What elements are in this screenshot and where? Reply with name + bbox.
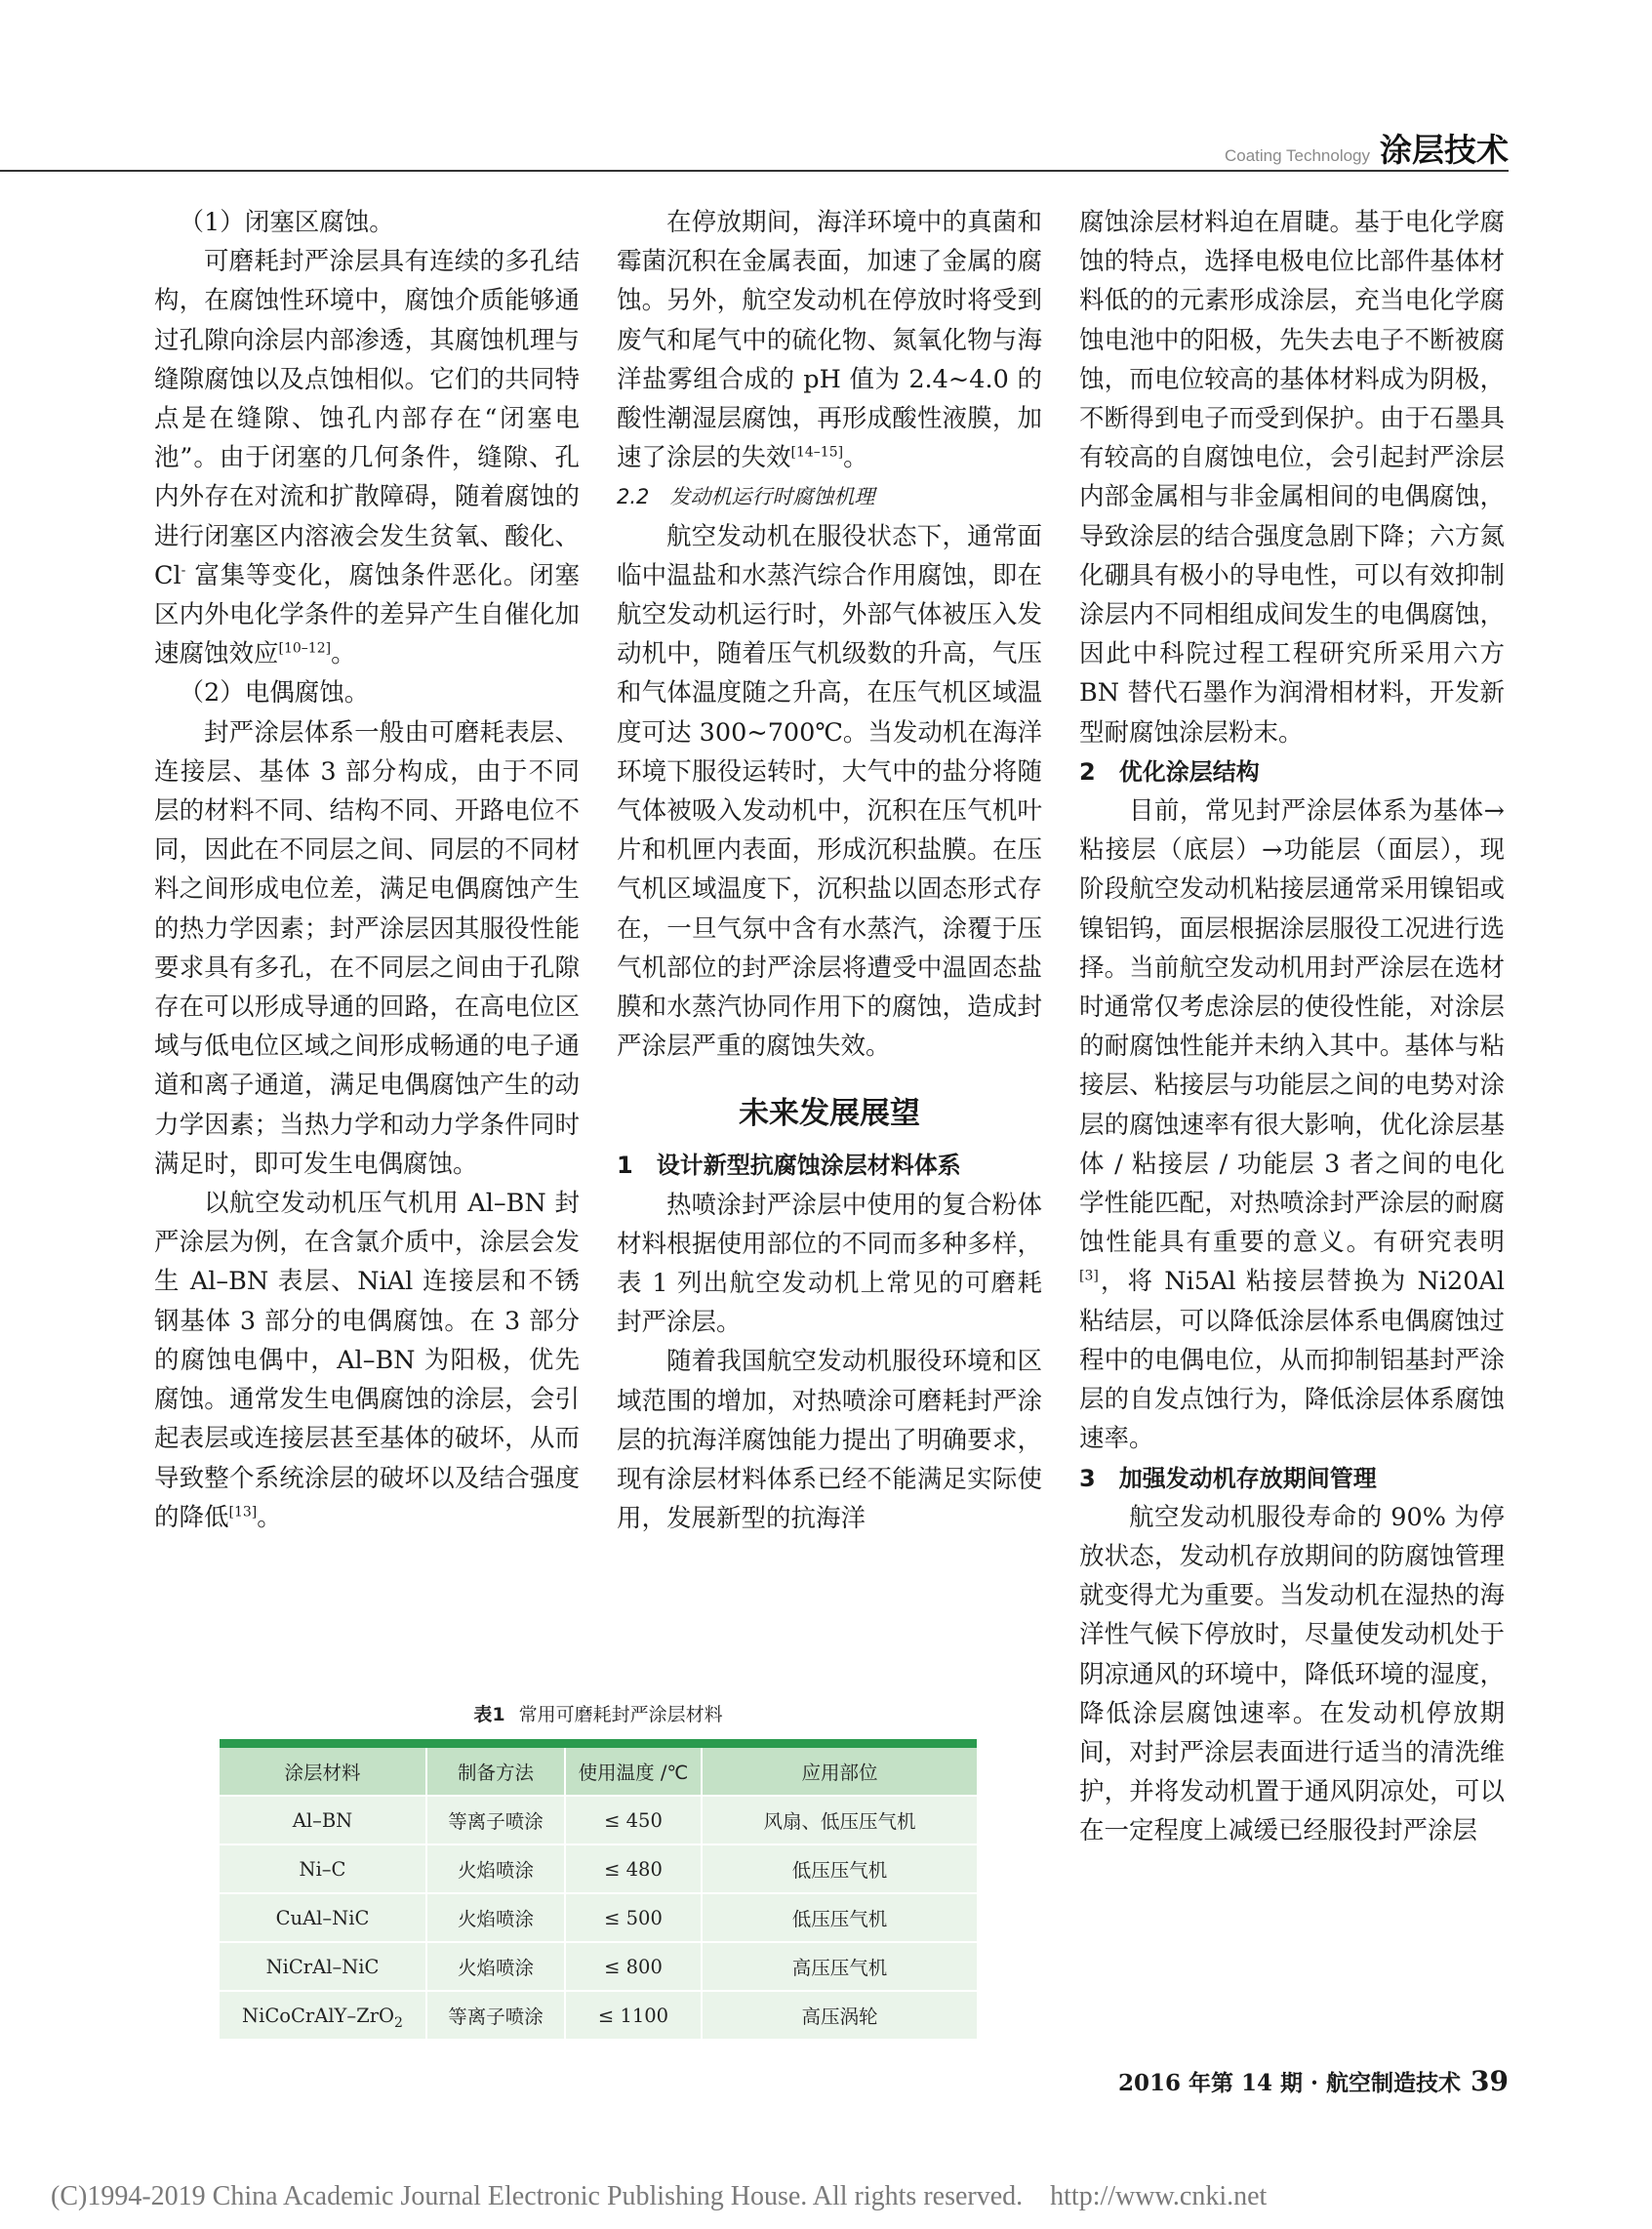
citation[interactable]: [14–15] xyxy=(790,444,844,461)
section-heading: 未来发展展望 xyxy=(739,1096,920,1132)
cell-temperature: ≤ 1100 xyxy=(565,1991,702,2039)
cell-part: 高压压气机 xyxy=(791,1957,888,1979)
column-header: 应用部位 xyxy=(702,1744,977,1797)
table-title: 常用可磨耗封严涂层材料 xyxy=(518,1704,723,1725)
paragraph: 可磨耗封严涂层具有连续的多孔结构，在腐蚀性环境中，腐蚀介质能够通过孔隙向涂层内部渗透，其腐蚀机理与缝隙腐蚀以及点蚀相似。它们的共同特点是在缝隙、蚀孔内部存在“闭塞电池”。由于闭塞的几何条件，缝隙、孔内外存在对流和扩散障碍，随着腐蚀的进行闭塞区内溶液会发生贫氧、酸化、Cl- 富集等变化，腐蚀条件恶化。闭塞区内外电化学条件的差异产生自催化加速腐蚀效应[10–12]。 xyxy=(154,247,580,669)
paragraph: 航空发动机服役寿命的 90% 为停放状态，发动机存放期间的防腐蚀管理就变得尤为重要。当发动机在湿热的海洋性气候下停放时，尽量使发动机处于阴凉通风的环境中，降低环境的湿度，降低涂层腐蚀速率。在发动机停放期间，对封严涂层表面进行适当的清洗维护，并将发动机置于通风阴凉处，可以在一定程度上减缓已经服役封严涂层 xyxy=(1079,1502,1505,1846)
paragraph: 目前，常见封严涂层体系为基体→粘接层（底层）→功能层（面层），现阶段航空发动机粘接层通常采用镍铝或镍铝钨，面层根据涂层服役工况进行选择。当前航空发动机用封严涂层在选材时通常仅考虑涂层的使役性能，对涂层的耐腐蚀性能并未纳入其中。基体与粘接层、粘接层与功能层之间的电势对涂层的腐蚀速率有很大影响，优化涂层基体 / 粘接层 / 功能层 3 者之间的电化学性能匹配，对热喷涂封严涂层的耐腐蚀性能具有重要的意义。有研究表明[3]，将 Ni5Al 粘接层替换为 Ni20Al 粘结层，可以降低涂层体系电偶腐蚀过程中的电偶电位，从而抑制铝基封严涂层的自发点蚀行为，降低涂层体系腐蚀速率。 xyxy=(1079,796,1505,1454)
cell-method: 火焰喷涂 xyxy=(426,1893,565,1942)
paragraph: 腐蚀涂层材料迫在眉睫。基于电化学腐蚀的特点，选择电极电位比部件基体材料低的的元素形成涂层，充当电化学腐蚀电池中的阳极，先失去电子不断被腐蚀，而电位较高的基体材料成为阴极，不断得到电子而受到保护。由于石墨具有较高的自腐蚀电位，会引起封严涂层内部金属相与非金属相间的电偶腐蚀，导致涂层的结合强度急剧下降；六方氮化硼具有极小的导电性，可以有效抑制涂层内不同相组成间发生的电偶腐蚀，因此中科院过程工程研究所采用六方 BN 替代石墨作为润滑相材料，开发新型耐腐蚀涂层粉末。 xyxy=(1079,208,1505,748)
cell-method: 火焰喷涂 xyxy=(426,1844,565,1893)
heading-galvanic-corrosion: （2）电偶腐蚀。 xyxy=(179,678,370,709)
copyright-notice: (C)1994-2019 China Academic Journal Electronic Publishing House. All rights reserved. http://www.cnki.net xyxy=(51,2181,1268,2211)
table-row xyxy=(220,1942,977,1991)
cell-part: 低压压气机 xyxy=(791,1908,888,1930)
subsection-heading: 1 设计新型抗腐蚀涂层材料体系 xyxy=(617,1152,961,1180)
cell-method: 火焰喷涂 xyxy=(426,1942,565,1991)
cell-method: 等离子喷涂 xyxy=(426,1796,565,1844)
page-number: 39 xyxy=(1471,2065,1509,2097)
subsection-heading: 2 优化涂层结构 xyxy=(1079,757,1260,786)
cell-part: 风扇、低压压气机 xyxy=(763,1810,916,1833)
paragraph: 随着我国航空发动机服役环境和区域范围的增加，对热喷涂可磨耗封严涂层的抗海洋腐蚀能力提出了明确要求，现有涂层材料体系已经不能满足实际使用，发展新型的抗海洋 xyxy=(617,1347,1042,1534)
heading-occluded-corrosion: （1）闭塞区腐蚀。 xyxy=(179,208,394,237)
cell-method: 等离子喷涂 xyxy=(426,1991,565,2039)
column-header: 涂层材料 xyxy=(220,1744,426,1797)
page-footer xyxy=(976,2065,1509,2097)
column-header: 制备方法 xyxy=(426,1744,565,1797)
table-header-row xyxy=(220,1744,977,1797)
cell-temperature: ≤ 450 xyxy=(565,1796,702,1844)
cell-part: 低压压气机 xyxy=(791,1859,888,1882)
cell-temperature: ≤ 800 xyxy=(565,1942,702,1991)
paragraph: 以航空发动机压气机用 Al–BN 封严涂层为例，在含氯介质中，涂层会发生 Al–BN 表层、NiAl 连接层和不锈钢基体 3 部分的电偶腐蚀。在 3 部分的腐蚀电偶中，Al–BN 为阳极，优先腐蚀。通常发生电偶腐蚀的涂层，会引起表层或连接层甚至基体的破坏，从而导致整个系统涂层的破坏以及结合强度的降低[13]。 xyxy=(154,1189,580,1532)
table-row xyxy=(220,1796,977,1844)
header-english: Coating Technology xyxy=(1224,146,1370,165)
journal-issue: 2016 年第 14 期 · 航空制造技术 xyxy=(1117,2070,1462,2096)
citation[interactable]: [10–12] xyxy=(278,640,332,657)
subsection-heading: 3 加强发动机存放期间管理 xyxy=(1079,1464,1377,1492)
paragraph: 航空发动机在服役状态下，通常面临中温盐和水蒸汽综合作用腐蚀，即在航空发动机运行时，外部气体被压入发动机中，随着压气机级数的升高，气压和气体温度随之升高，在压气机区域温度可达 300~700℃。当发动机在海洋环境下服役运转时，大气中的盐分将随气体被吸入发动机中，沉积在压气机叶片和机匣内表面，形成沉积盐膜。在压气机区域温度下，沉积盐以固态形式存在，一旦气氛中含有水蒸汽，涂覆于压气机部位的封严涂层将遭受中温固态盐膜和水蒸汽协同作用下的腐蚀，造成封严涂层严重的腐蚀失效。 xyxy=(617,521,1042,1062)
header-chinese: 涂层技术 xyxy=(1380,131,1509,169)
cell-material: CuAl–NiC xyxy=(220,1893,426,1942)
cell-material: Ni–C xyxy=(220,1844,426,1893)
table-row xyxy=(220,1991,977,2039)
subsection-heading: 2.2 发动机运行时腐蚀机理 xyxy=(617,485,875,509)
materials-table xyxy=(220,1739,977,2039)
cell-temperature: ≤ 500 xyxy=(565,1893,702,1942)
cell-material: NiCoCrAlY–ZrO$_2$ xyxy=(220,1991,426,2039)
cell-part: 高压涡轮 xyxy=(801,2006,878,2028)
running-header xyxy=(0,125,1509,171)
cell-material: NiCrAl–NiC xyxy=(220,1942,426,1991)
table-row xyxy=(220,1844,977,1893)
column-middle xyxy=(617,203,1042,1539)
table-row xyxy=(220,1893,977,1942)
paragraph: 封严涂层体系一般由可磨耗表层、连接层、基体 3 部分构成，由于不同层的材料不同、结构不同、开路电位不同，因此在不同层之间、同层的不同材料之间形成电位差，满足电偶腐蚀产生的热力学因素；封严涂层因其服役性能要求具有多孔，在不同层之间由于孔隙存在可以形成导通的回路，在高电位区域与低电位区域之间形成畅通的电子通道和离子通道，满足电偶腐蚀产生的动力学因素；当热力学和动力学条件同时满足时，即可发生电偶腐蚀。 xyxy=(154,717,580,1179)
column-header: 使用温度 /℃ xyxy=(565,1744,702,1797)
header-rule xyxy=(0,170,1509,172)
cell-temperature: ≤ 480 xyxy=(565,1844,702,1893)
paragraph: 在停放期间，海洋环境中的真菌和霉菌沉积在金属表面，加速了金属的腐蚀。另外，航空发动机在停放时将受到废气和尾气中的硫化物、氮氧化物与海洋盐雾组合成的 pH 值为 2.4~4.0 的酸性潮湿层腐蚀，再形成酸性液膜，加速了涂层的失效[14–15]。 xyxy=(617,208,1042,473)
citation[interactable]: [3] xyxy=(1079,1268,1099,1284)
table-caption xyxy=(220,1700,977,1726)
citation[interactable]: [13] xyxy=(228,1504,258,1520)
table-label: 表1 xyxy=(473,1704,505,1725)
cell-material: Al–BN xyxy=(220,1796,426,1844)
column-right xyxy=(1079,203,1505,1851)
column-left xyxy=(154,203,580,1537)
paragraph: 热喷涂封严涂层中使用的复合粉体材料根据使用部位的不同而多种多样，表 1 列出航空发动机上常见的可磨耗封严涂层。 xyxy=(617,1190,1042,1338)
